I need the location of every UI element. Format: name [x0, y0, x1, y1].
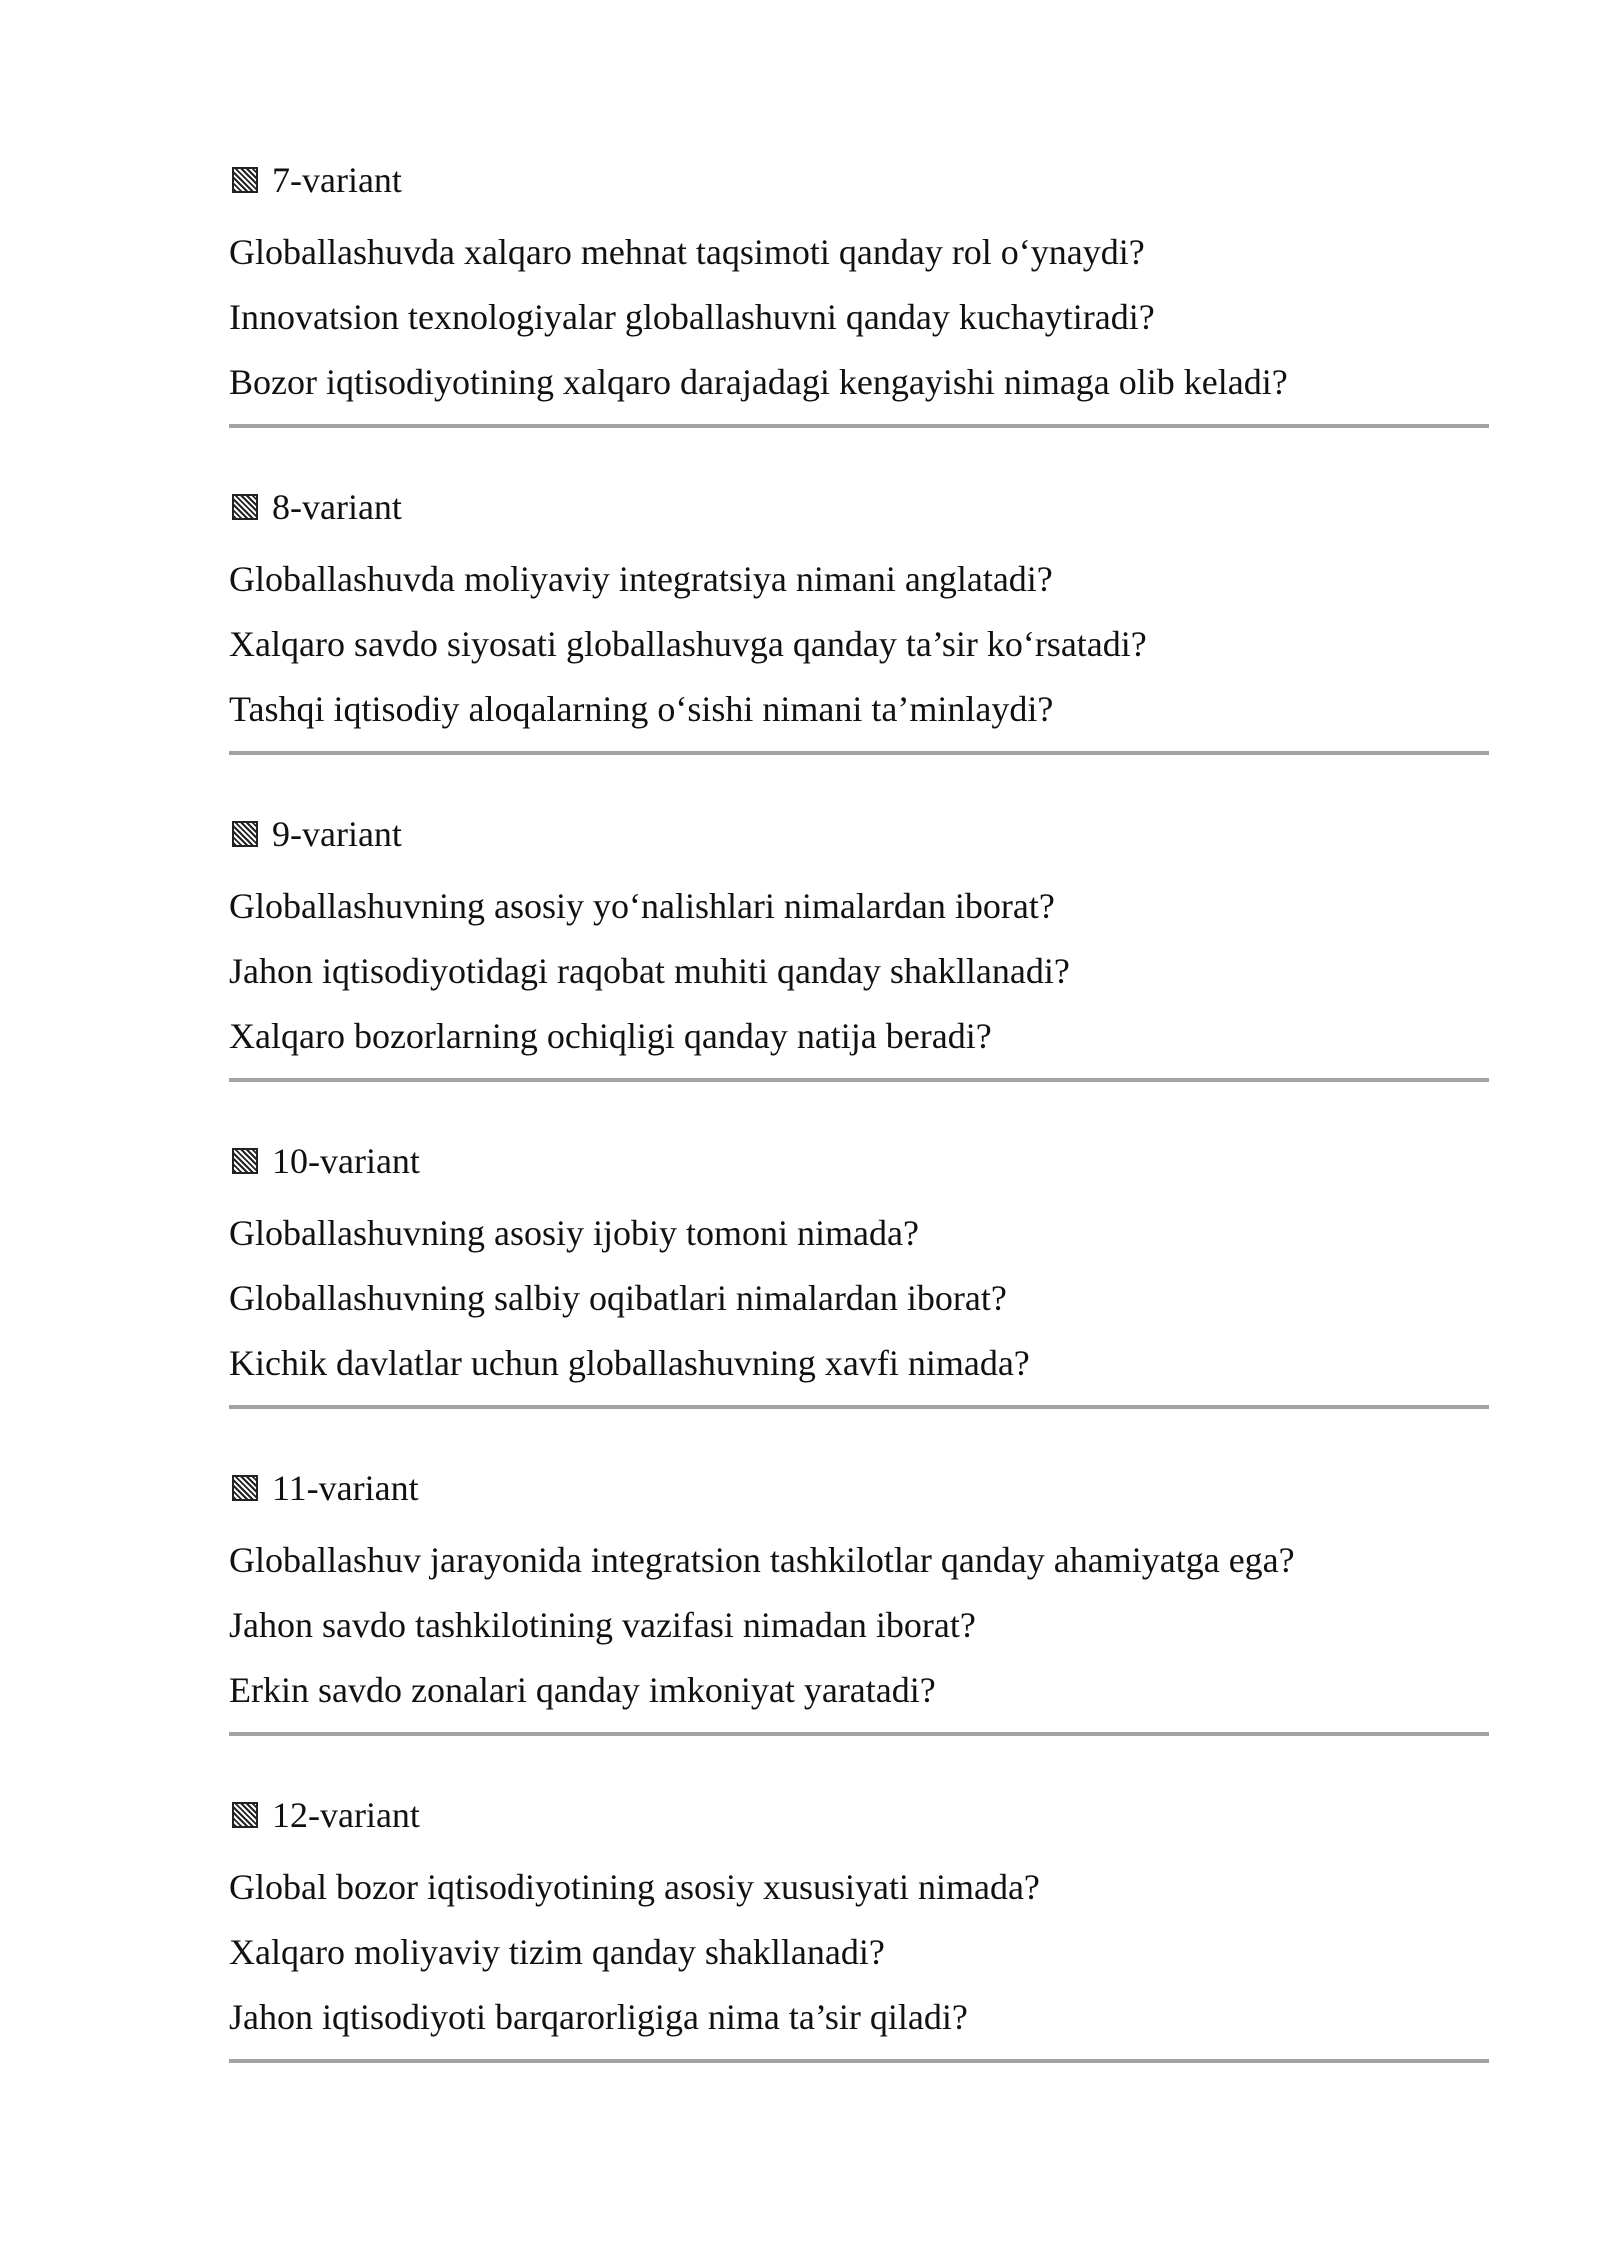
hatched-square-icon: [232, 167, 258, 193]
variant-section: [229, 477, 1489, 804]
question-text: Innovatsion texnologiyalar globallashuvni qanday kuchaytiradi?: [229, 297, 1155, 337]
hatched-square-icon: [232, 494, 258, 520]
section-divider: [229, 1405, 1489, 1409]
question-text: Erkin savdo zonalari qanday imkoniyat yaratadi?: [229, 1670, 936, 1710]
question-text: Kichik davlatlar uchun globallashuvning xavfi nimada?: [229, 1343, 1030, 1383]
section-divider: [229, 751, 1489, 755]
question-text: Globallashuvda moliyaviy integratsiya nimani anglatadi?: [229, 559, 1053, 599]
document-page: [229, 150, 1489, 2112]
question-text: Jahon iqtisodiyotidagi raqobat muhiti qanday shakllanadi?: [229, 951, 1070, 991]
question-text: Globallashuv jarayonida integratsion tashkilotlar qanday ahamiyatga ega?: [229, 1540, 1295, 1580]
question-text: Globallashuvda xalqaro mehnat taqsimoti qanday rol o‘ynaydi?: [229, 232, 1145, 272]
hatched-square-icon: [232, 1475, 258, 1501]
variant-title: 10-variant: [272, 1141, 420, 1181]
variant-heading: [232, 1131, 420, 1191]
variant-section: [229, 1785, 1489, 2112]
variant-heading: [232, 150, 402, 210]
hatched-square-icon: [232, 1802, 258, 1828]
question-text: Jahon iqtisodiyoti barqarorligiga nima ta’sir qiladi?: [229, 1997, 968, 2037]
variant-heading: [232, 1458, 419, 1518]
section-divider: [229, 424, 1489, 428]
variant-heading: [232, 477, 402, 537]
variant-heading: [232, 804, 402, 864]
question-text: Tashqi iqtisodiy aloqalarning o‘sishi nimani ta’minlaydi?: [229, 689, 1054, 729]
hatched-square-icon: [232, 1148, 258, 1174]
section-divider: [229, 1732, 1489, 1736]
variant-section: [229, 1458, 1489, 1785]
question-text: Xalqaro savdo siyosati globallashuvga qanday ta’sir ko‘rsatadi?: [229, 624, 1147, 664]
variant-title: 9-variant: [272, 814, 402, 854]
variant-title: 8-variant: [272, 487, 402, 527]
question-text: Xalqaro moliyaviy tizim qanday shakllanadi?: [229, 1932, 885, 1972]
variant-section: [229, 150, 1489, 477]
variant-title: 12-variant: [272, 1795, 420, 1835]
section-divider: [229, 2059, 1489, 2063]
variant-heading: [232, 1785, 420, 1845]
variant-title: 7-variant: [272, 160, 402, 200]
variant-title: 11-variant: [272, 1468, 419, 1508]
question-text: Globallashuvning asosiy yo‘nalishlari nimalardan iborat?: [229, 886, 1055, 926]
question-text: Xalqaro bozorlarning ochiqligi qanday natija beradi?: [229, 1016, 992, 1056]
question-text: Bozor iqtisodiyotining xalqaro darajadagi kengayishi nimaga olib keladi?: [229, 362, 1288, 402]
question-text: Globallashuvning salbiy oqibatlari nimalardan iborat?: [229, 1278, 1007, 1318]
question-text: Globallashuvning asosiy ijobiy tomoni nimada?: [229, 1213, 919, 1253]
variant-section: [229, 804, 1489, 1131]
question-text: Jahon savdo tashkilotining vazifasi nimadan iborat?: [229, 1605, 976, 1645]
question-text: Global bozor iqtisodiyotining asosiy xususiyati nimada?: [229, 1867, 1040, 1907]
variant-section: [229, 1131, 1489, 1458]
section-divider: [229, 1078, 1489, 1082]
hatched-square-icon: [232, 821, 258, 847]
